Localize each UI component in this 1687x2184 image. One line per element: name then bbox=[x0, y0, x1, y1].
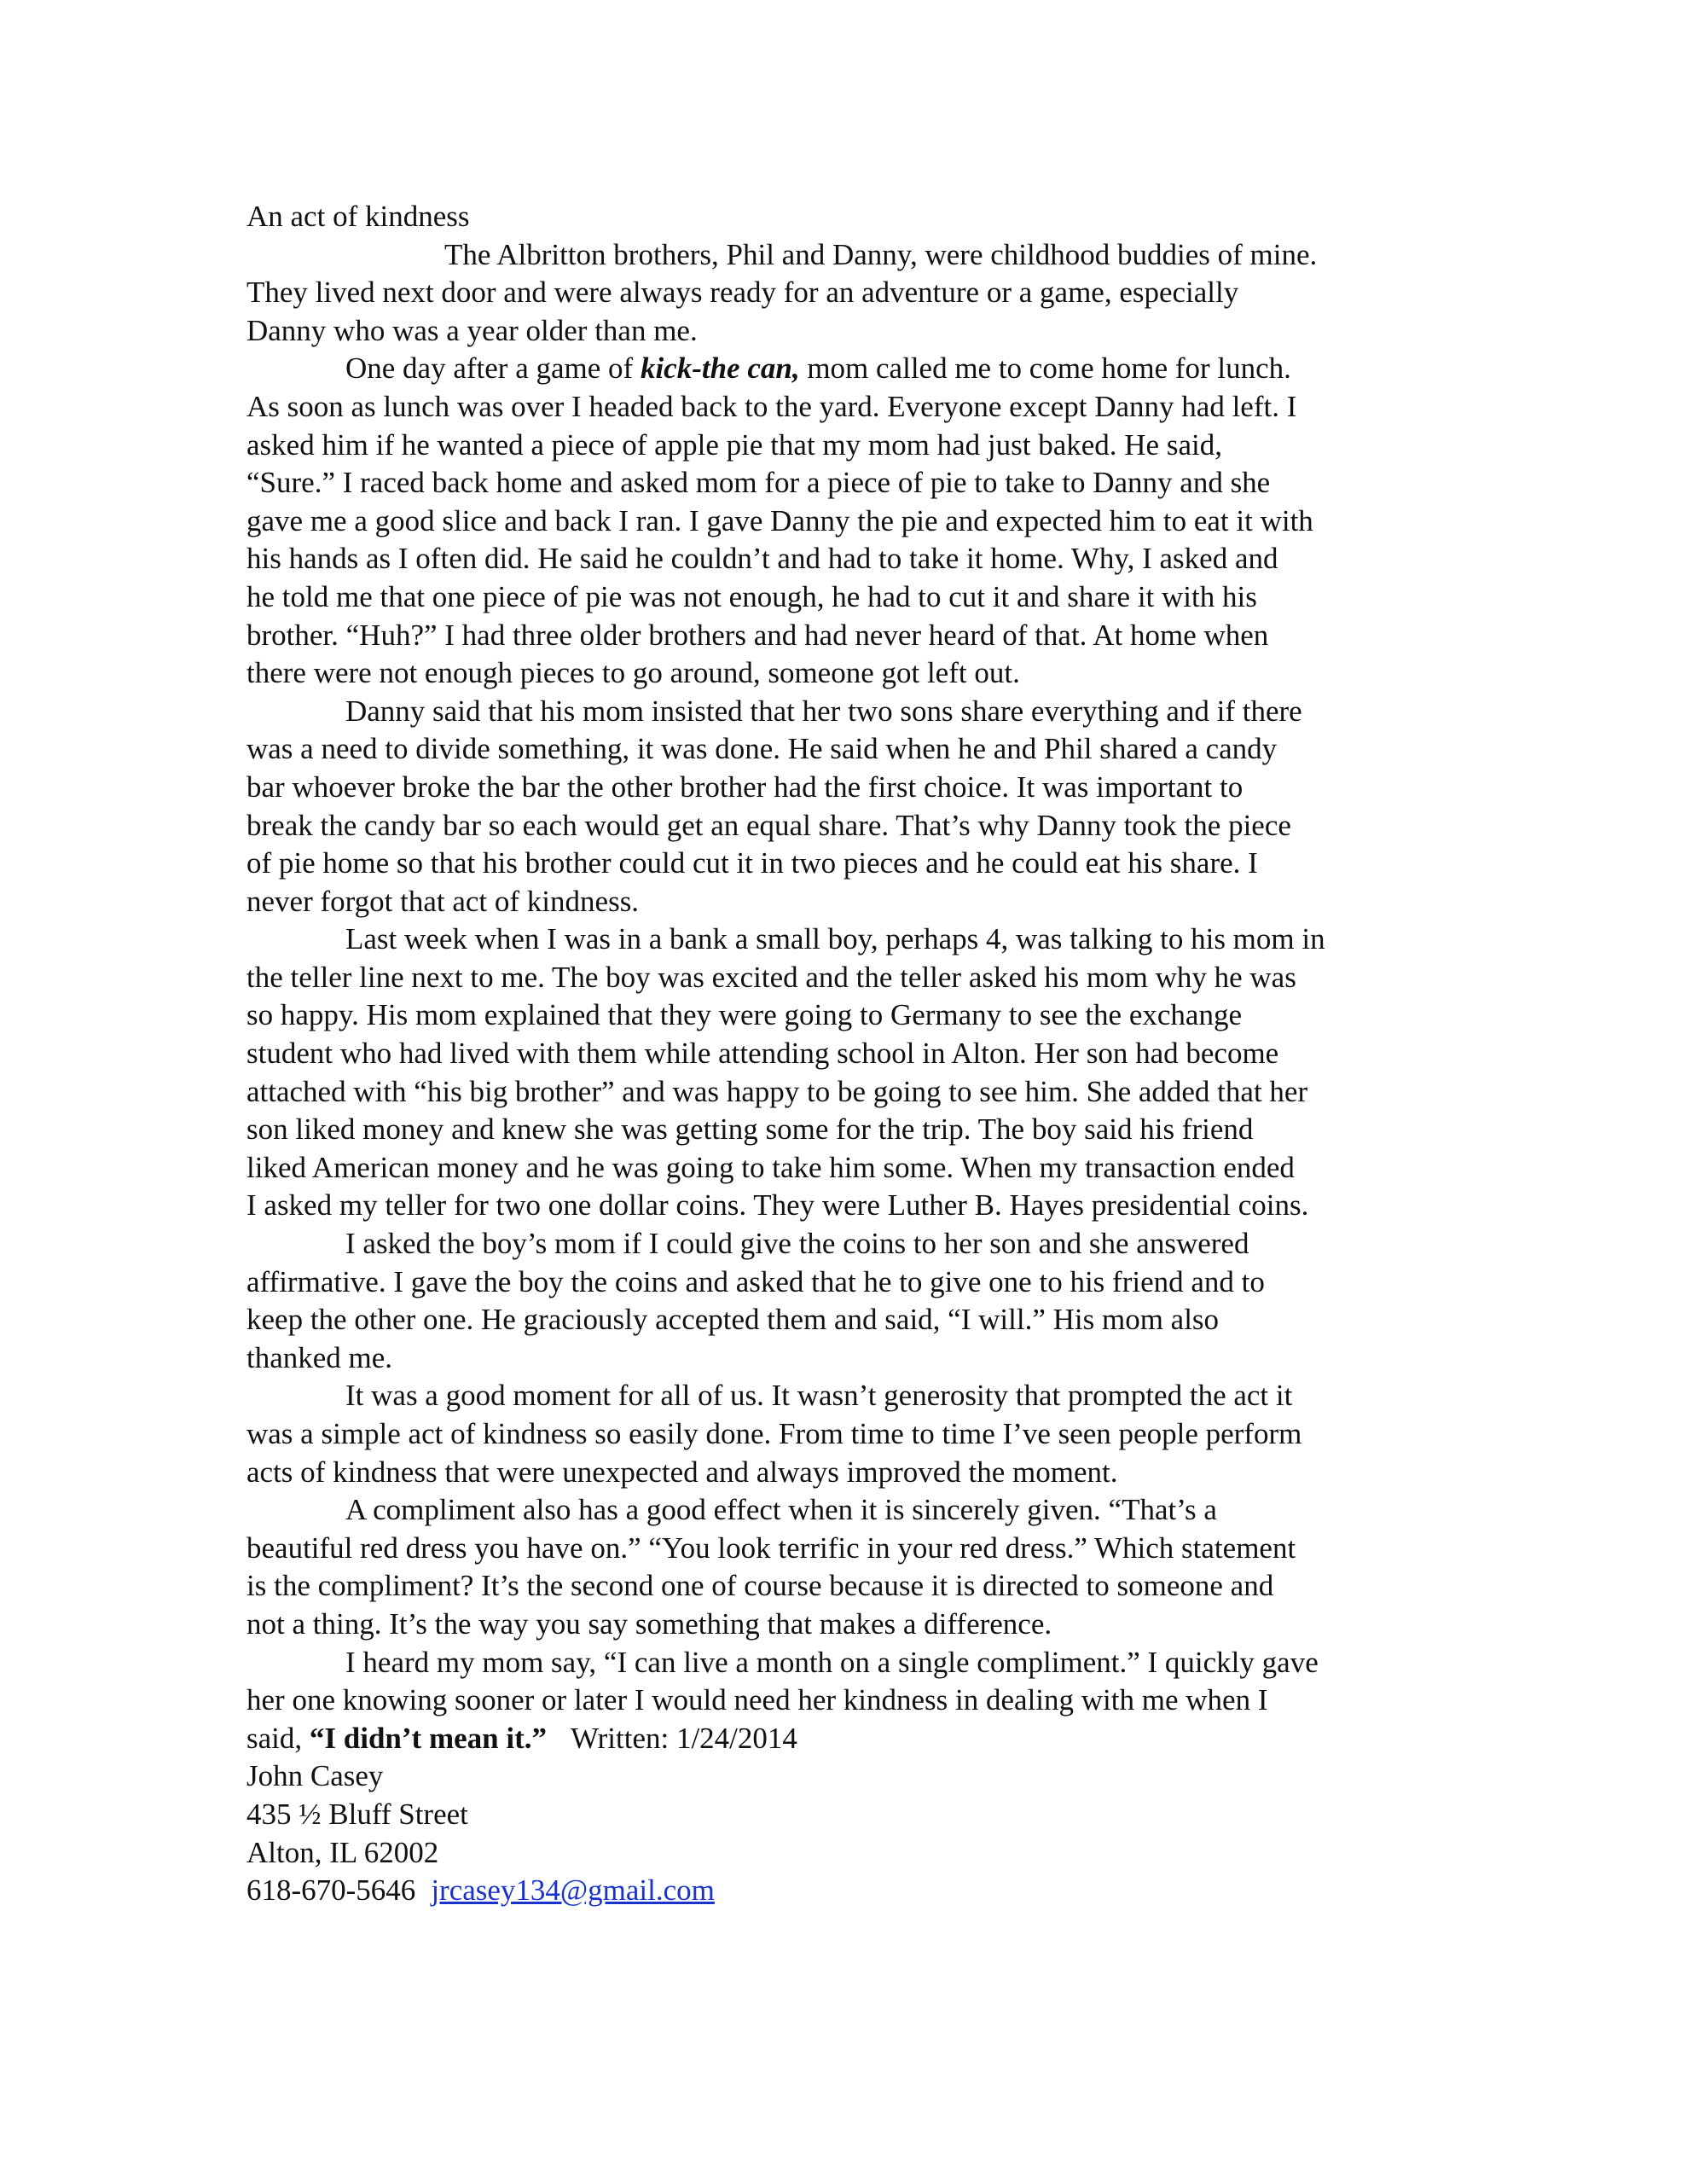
closing-pre: said, bbox=[246, 1721, 310, 1755]
text-line: her one knowing sooner or later I would need her kindness in dealing with me when I bbox=[246, 1683, 1268, 1717]
text-line: I asked my teller for two one dollar coins. They were Luther B. Hayes presidential coins. bbox=[246, 1188, 1309, 1223]
text-segment: mom called me to come home for lunch. bbox=[799, 351, 1291, 386]
text-segment: One day after a game of bbox=[345, 351, 641, 386]
document-title: An act of kindness bbox=[246, 200, 470, 233]
text-line: acts of kindness that were unexpected and always improved the moment. bbox=[246, 1455, 1118, 1489]
text-line: affirmative. I gave the boy the coins and asked that he to give one to his friend and to bbox=[246, 1264, 1265, 1298]
text-line: student who had lived with them while attending school in Alton. Her son had become bbox=[246, 1037, 1279, 1071]
text-line: was a simple act of kindness so easily done. From time to time I’ve seen people perform bbox=[246, 1417, 1302, 1450]
text-line: his hands as I often did. He said he couldn’t and had to take it home. Why, I asked and bbox=[246, 542, 1278, 576]
text-line: there were not enough pieces to go around, someone got left out. bbox=[246, 656, 1020, 690]
text-line: gave me a good slice and back I ran. I gave Danny the pie and expected him to eat it with bbox=[246, 503, 1313, 537]
text-line bbox=[246, 350, 1458, 388]
text-line: I heard my mom say, “I can live a month on a single compliment.” I quickly gave bbox=[345, 1645, 1319, 1679]
text-line: keep the other one. He graciously accepted them and said, “I will.” His mom also bbox=[246, 1303, 1220, 1337]
author-phone: 618-670-5646 bbox=[246, 1873, 416, 1908]
text-line: son liked money and knew she was getting some for the trip. The boy said his friend bbox=[246, 1112, 1254, 1147]
closing-line bbox=[246, 1720, 1458, 1758]
text-line: A compliment also has a good effect when it is sincerely given. “That’s a bbox=[345, 1493, 1217, 1527]
written-date: Written: 1/24/2014 bbox=[570, 1721, 797, 1755]
text-line: never forgot that act of kindness. bbox=[246, 884, 640, 918]
text-line: break the candy bar so each would get an equal share. That’s why Danny took the piece bbox=[246, 808, 1291, 842]
text-line: Last week when I was in a bank a small boy, perhaps 4, was talking to his mom in bbox=[345, 922, 1325, 956]
text-line: was a need to divide something, it was done. He said when he and Phil shared a candy bbox=[246, 732, 1278, 766]
text-line: so happy. His mom explained that they were going to Germany to see the exchange bbox=[246, 998, 1242, 1032]
text-line: The Albritton brothers, Phil and Danny, were childhood buddies of mine. bbox=[444, 237, 1318, 271]
author-name: John Casey bbox=[246, 1759, 384, 1793]
author-street: 435 ½ Bluff Street bbox=[246, 1797, 468, 1831]
text-line: liked American money and he was going to take him some. When my transaction ended bbox=[246, 1150, 1295, 1184]
text-line: Danny said that his mom insisted that her two sons share everything and if there bbox=[345, 694, 1302, 728]
document-page bbox=[246, 198, 1458, 1910]
author-contact bbox=[246, 1872, 1458, 1910]
text-line: the teller line next to me. The boy was excited and the teller asked his mom why he was bbox=[246, 960, 1296, 994]
text-line: Danny who was a year older than me. bbox=[246, 313, 698, 347]
text-line: asked him if he wanted a piece of apple pie that my mom had just baked. He said, bbox=[246, 427, 1222, 462]
text-line: not a thing. It’s the way you say something that makes a difference. bbox=[246, 1606, 1052, 1641]
email-link[interactable]: jrcasey134@gmail.com bbox=[431, 1873, 715, 1908]
text-line: attached with “his big brother” and was happy to be going to see him. She added that her bbox=[246, 1074, 1308, 1108]
text-line: of pie home so that his brother could cut it in two pieces and he could eat his share. I bbox=[246, 846, 1258, 880]
text-line: It was a good moment for all of us. It wasn’t generosity that prompted the act it bbox=[345, 1379, 1293, 1413]
text-line: brother. “Huh?” I had three older brothers and had never heard of that. At home when bbox=[246, 618, 1269, 652]
text-line: is the compliment? It’s the second one of course because it is directed to someone and bbox=[246, 1569, 1274, 1603]
author-city: Alton, IL 62002 bbox=[246, 1835, 439, 1869]
text-line: bar whoever broke the bar the other brother had the first choice. It was important to bbox=[246, 770, 1244, 804]
document-body bbox=[246, 236, 1458, 1720]
text-line: beautiful red dress you have on.” “You look terrific in your red dress.” Which statement bbox=[246, 1531, 1296, 1565]
text-line: I asked the boy’s mom if I could give the coins to her son and she answered bbox=[345, 1227, 1249, 1261]
text-line: They lived next door and were always ready for an adventure or a game, especially bbox=[246, 276, 1239, 310]
text-line: thanked me. bbox=[246, 1340, 393, 1374]
closing-quote: “I didn’t mean it.” bbox=[309, 1721, 547, 1755]
text-line: As soon as lunch was over I headed back to the yard. Everyone except Danny had left. I bbox=[246, 389, 1297, 423]
text-line: he told me that one piece of pie was not enough, he had to cut it and share it with his bbox=[246, 579, 1257, 613]
emphasized-phrase: kick-the can, bbox=[640, 351, 800, 386]
text-line: “Sure.” I raced back home and asked mom for a piece of pie to take to Danny and she bbox=[246, 466, 1271, 500]
